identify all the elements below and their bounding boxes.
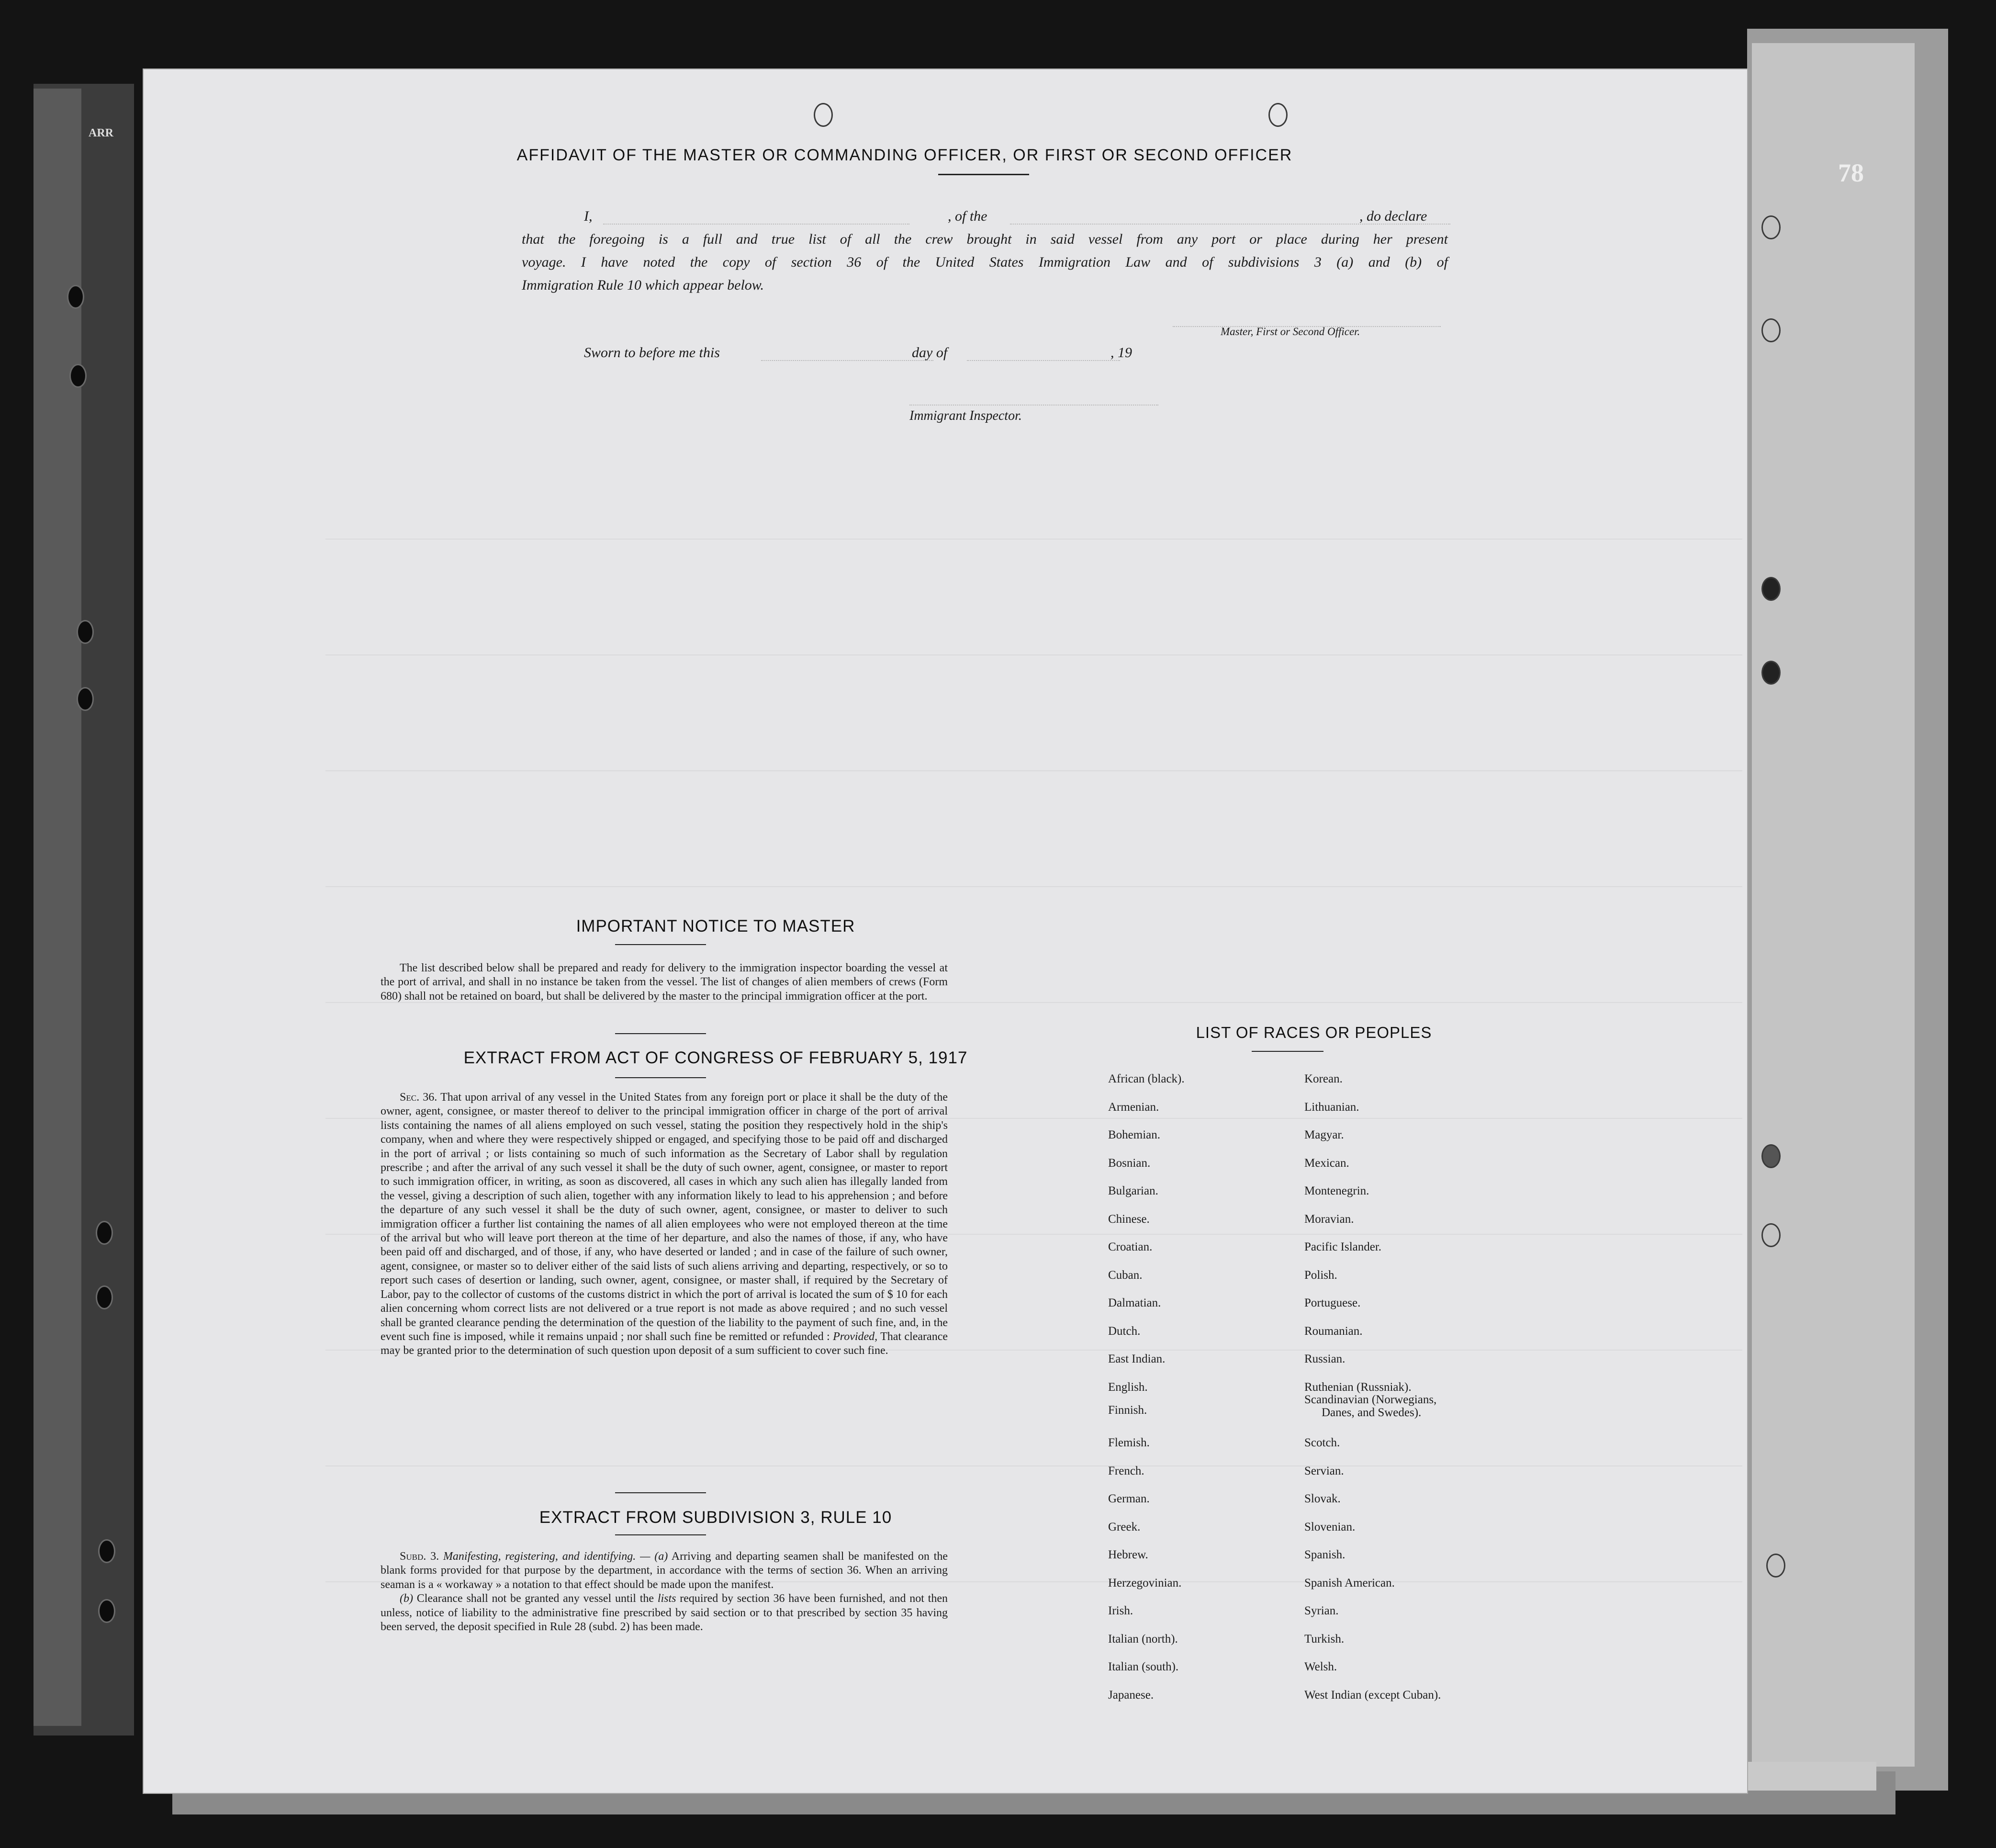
act-body-end: That clearance may be granted prior to the determination of such question upon deposit of a sum sufficient to cover such fine. — [381, 1330, 948, 1357]
race-item: Italian (south). — [1108, 1660, 1179, 1673]
sworn-label: Sworn to before me this — [584, 345, 720, 361]
race-item: African (black). — [1108, 1072, 1185, 1085]
race-item: Moravian. — [1304, 1212, 1354, 1226]
rule-part-a: Arriving and departing seamen shall be manifested on the blank forms provided for that purpose by the department, in accordance with the terms of section 36. When an arriving seaman is a « workaway » a notation to that effect should be made upon the manifest. — [381, 1550, 948, 1591]
race-item: Scotch. — [1304, 1436, 1340, 1449]
rule-part-a-label: — (a) — [640, 1550, 668, 1563]
signature-caption: Master, First or Second Officer. — [1221, 326, 1360, 338]
race-item: Danes, and Swedes). — [1322, 1406, 1422, 1419]
race-item: Bosnian. — [1108, 1156, 1151, 1170]
punch-hole-ring — [1761, 318, 1781, 342]
sworn-day-field[interactable] — [761, 360, 933, 361]
race-item: Magyar. — [1304, 1128, 1344, 1141]
race-item: Korean. — [1304, 1072, 1343, 1085]
race-item: Hebrew. — [1108, 1548, 1148, 1561]
binding-strip — [34, 89, 81, 1726]
race-item: Scandinavian (Norwegians, — [1304, 1393, 1437, 1406]
punch-hole-ring — [1761, 661, 1781, 685]
race-item: Chinese. — [1108, 1212, 1150, 1226]
punch-hole-ring — [1761, 1144, 1781, 1168]
race-item: Montenegrin. — [1304, 1184, 1369, 1197]
race-item: Bohemian. — [1108, 1128, 1161, 1141]
punch-hole-ring — [814, 103, 833, 127]
race-item: Welsh. — [1304, 1660, 1337, 1673]
inspector-signature-field[interactable] — [909, 405, 1158, 406]
affidavit-title: AFFIDAVIT OF THE MASTER OR COMMANDING OFFICER, OR FIRST OR SECOND OFFICER — [516, 146, 1293, 164]
races-title: LIST OF RACES OR PEOPLES — [1196, 1024, 1432, 1041]
rule-part-b-lists: lists — [657, 1592, 676, 1605]
notice-divider — [615, 1033, 706, 1034]
year-label: , 19 — [1110, 345, 1132, 361]
inspector-caption: Immigrant Inspector. — [909, 408, 1022, 423]
notice-title-rule — [615, 944, 706, 945]
name-field[interactable] — [603, 224, 909, 225]
binding-hole — [67, 285, 84, 309]
binding-hole — [98, 1539, 115, 1563]
day-of-label: day of — [912, 345, 948, 361]
race-item: Spanish. — [1304, 1548, 1346, 1561]
punch-hole-ring — [1766, 1554, 1785, 1578]
sworn-month-field[interactable] — [967, 360, 1120, 361]
rule-subd-label: Subd. 3. — [400, 1550, 439, 1563]
races-title-rule — [1252, 1051, 1323, 1052]
affidavit-i-label: I, — [584, 208, 593, 224]
rule-part-b-2: required by section 36 have been furnished, and not then unless, notice of liability to the administrative fine prescribed by said section or to that prescribed by section 35 having been served, the deposit specified in Rule 28 (subd. 2) has been made. — [381, 1592, 948, 1634]
affidavit-declare-label: , do declare — [1359, 208, 1427, 224]
race-item: Croatian. — [1108, 1240, 1153, 1253]
bleed-through-text — [325, 424, 1742, 1668]
race-item: East Indian. — [1108, 1352, 1166, 1365]
act-sec-label: Sec. 36. — [400, 1091, 437, 1104]
manifest-page — [144, 69, 1747, 1793]
race-item: Spanish American. — [1304, 1576, 1395, 1589]
binding-hole — [98, 1599, 115, 1623]
binding-hole — [77, 620, 94, 644]
race-item: Bulgarian. — [1108, 1184, 1158, 1197]
race-item: Roumanian. — [1304, 1324, 1363, 1338]
page-number: 78 — [1838, 158, 1864, 187]
race-item: Cuban. — [1108, 1268, 1143, 1282]
binding-hole — [77, 687, 94, 711]
race-item: Russian. — [1304, 1352, 1346, 1365]
binding-hole — [96, 1285, 113, 1309]
affidavit-body-line-1: that the foregoing is a full and true list of all the crew brought in said vessel from any port or place during her present — [522, 231, 1448, 247]
race-item: Herzegovinian. — [1108, 1576, 1182, 1589]
affidavit-body-line-3: Immigration Rule 10 which appear below. — [522, 277, 764, 293]
race-item: Pacific Islander. — [1304, 1240, 1382, 1253]
act-title-rule — [615, 1077, 706, 1078]
race-item: Portuguese. — [1304, 1296, 1361, 1309]
rule-subd-heading: Manifesting, registering, and identifying. — [443, 1550, 636, 1563]
race-item: Syrian. — [1304, 1604, 1339, 1617]
binding-hole — [69, 364, 87, 388]
race-item: Irish. — [1108, 1604, 1133, 1617]
punch-hole-ring — [1761, 215, 1781, 239]
race-item: Lithuanian. — [1304, 1100, 1359, 1114]
race-item: Ruthenian (Russniak). — [1304, 1380, 1412, 1394]
race-item: Mexican. — [1304, 1156, 1349, 1170]
affidavit-body-line-2: voyage. I have noted the copy of section 36 of the United States Immigration Law and of subdivisions 3 (a) and (b) of — [522, 254, 1448, 270]
race-item: Flemish. — [1108, 1436, 1150, 1449]
race-item: Italian (north). — [1108, 1632, 1178, 1645]
act-provided-label: Provided, — [833, 1330, 878, 1343]
race-item: Finnish. — [1108, 1404, 1147, 1417]
rule-text — [381, 1550, 948, 1634]
notice-title: IMPORTANT NOTICE TO MASTER — [576, 917, 855, 935]
race-item: Dutch. — [1108, 1324, 1141, 1338]
act-text — [381, 1091, 948, 1358]
rule-title: EXTRACT FROM SUBDIVISION 3, RULE 10 — [539, 1508, 892, 1527]
notice-text — [381, 961, 948, 1003]
title-rule — [938, 174, 1029, 175]
rule-part-b-label: (b) — [400, 1592, 413, 1605]
race-item: West Indian (except Cuban). — [1304, 1688, 1441, 1702]
punch-hole-ring — [1268, 103, 1288, 127]
rule-part-b-1: Clearance shall not be granted any vessel until the — [416, 1592, 654, 1605]
race-item: Servian. — [1304, 1464, 1344, 1477]
race-item: German. — [1108, 1492, 1150, 1505]
notice-paragraph: The list described below shall be prepared and ready for delivery to the immigration inspector boarding the vessel at the port of arrival, and shall in no instance be taken from the vessel. The list of changes of alien members of crews (Form 680) shall not be retained on board, but shall be delivered by the master to the principal immigration officer at the port. — [381, 962, 948, 1003]
punch-hole-ring — [1761, 577, 1781, 601]
binding-hole — [96, 1221, 113, 1245]
race-item: English. — [1108, 1380, 1148, 1394]
race-item: Polish. — [1304, 1268, 1337, 1282]
underlying-page-right-2 — [1752, 43, 1915, 1767]
race-item: French. — [1108, 1464, 1144, 1477]
punch-hole-ring — [1761, 1223, 1781, 1247]
affidavit-of-the-label: , of the — [948, 208, 987, 224]
race-item: Slovak. — [1304, 1492, 1341, 1505]
race-item: Japanese. — [1108, 1688, 1154, 1702]
race-item: Dalmatian. — [1108, 1296, 1161, 1309]
act-body: That upon arrival of any vessel in the United States from any foreign port or place it shall be the duty of the owner, agent, consignee, or master thereof to deliver to the principal immigration officer in charge of the port of arrival lists containing the names of all aliens employed on such vessel, stating the position they respectively hold in the ship's company, when and where they were respectively shipped or engaged, and specifying those to be paid off and discharged in the port of arrival ; or lists containing so much of such information as the Secretary of Labor shall by regulation prescribe ; and after the arrival of any such vessel it shall be the duty of such owner, agent, consignee, or master to report to such immigration officer, in writing, as soon as discovered, all cases in which any such alien has illegally landed from the vessel, giving a description of such alien, together with any information likely to lead to his apprehension ; and before the departure of any such vessel it shall be the duty of such owner, agent, consignee, or master to deliver to such immigration officer a further list containing the names of all alien employees who were not employed thereon at the time of the arrival but who will leave port thereon at the time of her departure, and also the names of those, if any, who have been paid off and discharged, and of those, if any, who have deserted or landed ; and in case of the failure of such owner, agent, consignee, or master so to deliver either of the said lists of such aliens arriving and departing, respectively, or so to report such cases of desertion or landing, such owner, agent, consignee, or master shall, if required by the Secretary of Labor, pay to the collector of customs of the customs district in which the port of arrival is located the sum of $ 10 for each alien concerning whom correct lists are not delivered or a true report is not made as above required ; and no such vessel shall be granted clearance pending the determination of the question of the liability to the payment of such fine, and, in the event such fine is imposed, while it remains unpaid ; nor shall such fine be remitted or refunded : — [381, 1091, 948, 1343]
stub-label: ARR — [89, 127, 113, 139]
act-divider — [615, 1492, 706, 1493]
rule-title-rule — [615, 1534, 706, 1535]
race-item: Turkish. — [1304, 1632, 1345, 1645]
race-item: Greek. — [1108, 1520, 1141, 1533]
race-item: Slovenian. — [1304, 1520, 1356, 1533]
race-item: Armenian. — [1108, 1100, 1159, 1114]
act-title: EXTRACT FROM ACT OF CONGRESS OF FEBRUARY 5, 1917 — [463, 1048, 968, 1067]
